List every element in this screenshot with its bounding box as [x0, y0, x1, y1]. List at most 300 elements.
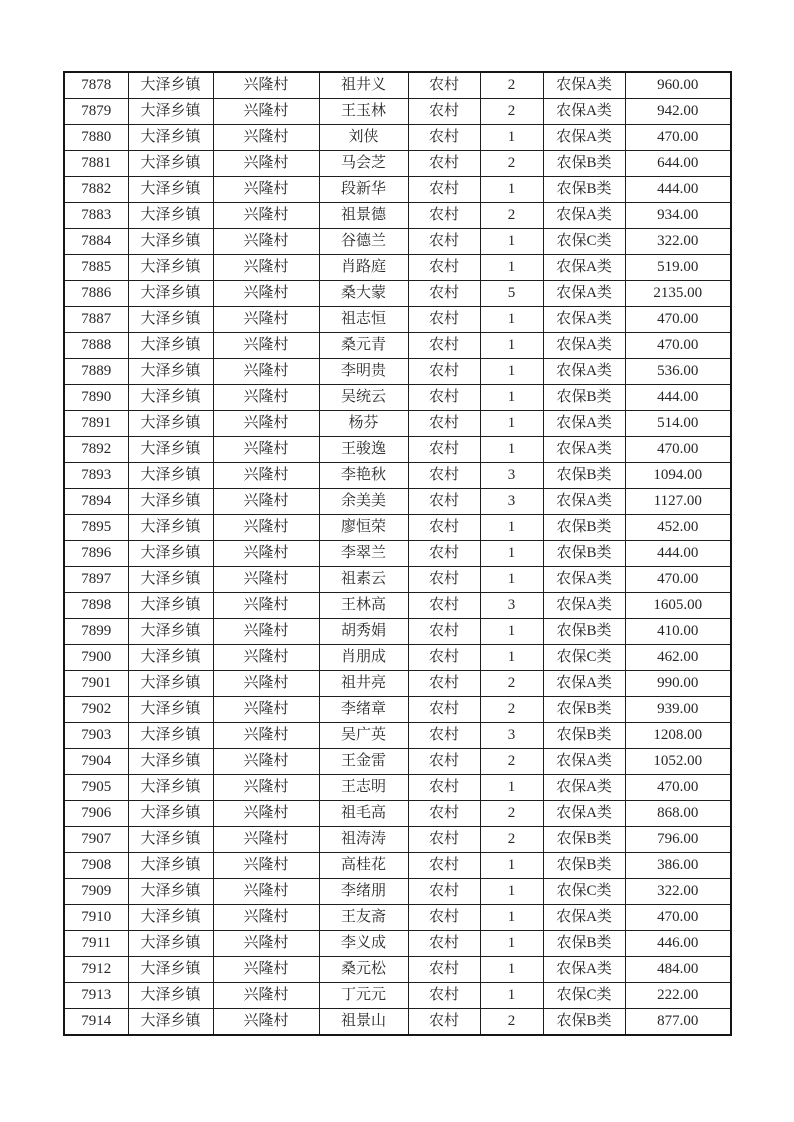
name-cell: 李义成	[319, 931, 408, 957]
name-cell: 祖景德	[319, 203, 408, 229]
amount-cell: 536.00	[625, 359, 731, 385]
insurance-class-cell: 农保A类	[543, 905, 625, 931]
amount-cell: 470.00	[625, 775, 731, 801]
serial-cell: 7912	[64, 957, 128, 983]
residence-cell: 农村	[408, 593, 480, 619]
serial-cell: 7895	[64, 515, 128, 541]
township-cell: 大泽乡镇	[128, 957, 213, 983]
table-row	[64, 463, 731, 489]
residence-cell: 农村	[408, 957, 480, 983]
table-row	[64, 125, 731, 151]
serial-cell: 7897	[64, 567, 128, 593]
serial-cell: 7889	[64, 359, 128, 385]
insurance-class-cell: 农保B类	[543, 151, 625, 177]
person-count-cell: 2	[480, 99, 543, 125]
village-cell: 兴隆村	[213, 827, 319, 853]
village-cell: 兴隆村	[213, 151, 319, 177]
township-cell: 大泽乡镇	[128, 697, 213, 723]
township-cell: 大泽乡镇	[128, 307, 213, 333]
name-cell: 胡秀娟	[319, 619, 408, 645]
person-count-cell: 1	[480, 645, 543, 671]
table-row	[64, 697, 731, 723]
village-cell: 兴隆村	[213, 489, 319, 515]
table-row	[64, 801, 731, 827]
name-cell: 桑元青	[319, 333, 408, 359]
name-cell: 肖朋成	[319, 645, 408, 671]
table-row	[64, 593, 731, 619]
insurance-class-cell: 农保A类	[543, 72, 625, 99]
table-row	[64, 983, 731, 1009]
serial-cell: 7881	[64, 151, 128, 177]
amount-cell: 942.00	[625, 99, 731, 125]
residence-cell: 农村	[408, 281, 480, 307]
insurance-class-cell: 农保A类	[543, 255, 625, 281]
township-cell: 大泽乡镇	[128, 645, 213, 671]
amount-cell: 446.00	[625, 931, 731, 957]
person-count-cell: 1	[480, 125, 543, 151]
person-count-cell: 2	[480, 203, 543, 229]
serial-cell: 7910	[64, 905, 128, 931]
name-cell: 高桂花	[319, 853, 408, 879]
amount-cell: 452.00	[625, 515, 731, 541]
person-count-cell: 2	[480, 72, 543, 99]
village-cell: 兴隆村	[213, 541, 319, 567]
insurance-class-cell: 农保A类	[543, 203, 625, 229]
person-count-cell: 1	[480, 619, 543, 645]
residence-cell: 农村	[408, 723, 480, 749]
township-cell: 大泽乡镇	[128, 593, 213, 619]
name-cell: 谷德兰	[319, 229, 408, 255]
table-row	[64, 827, 731, 853]
person-count-cell: 1	[480, 905, 543, 931]
person-count-cell: 3	[480, 489, 543, 515]
name-cell: 余美美	[319, 489, 408, 515]
village-cell: 兴隆村	[213, 411, 319, 437]
name-cell: 王林高	[319, 593, 408, 619]
insurance-class-cell: 农保C类	[543, 645, 625, 671]
township-cell: 大泽乡镇	[128, 749, 213, 775]
person-count-cell: 3	[480, 723, 543, 749]
person-count-cell: 1	[480, 359, 543, 385]
table-row	[64, 307, 731, 333]
person-count-cell: 1	[480, 567, 543, 593]
amount-cell: 934.00	[625, 203, 731, 229]
name-cell: 祖志恒	[319, 307, 408, 333]
township-cell: 大泽乡镇	[128, 1009, 213, 1036]
name-cell: 段新华	[319, 177, 408, 203]
residence-cell: 农村	[408, 853, 480, 879]
table-row	[64, 619, 731, 645]
person-count-cell: 2	[480, 1009, 543, 1036]
village-cell: 兴隆村	[213, 957, 319, 983]
table-row	[64, 72, 731, 99]
village-cell: 兴隆村	[213, 99, 319, 125]
village-cell: 兴隆村	[213, 125, 319, 151]
insurance-class-cell: 农保A类	[543, 567, 625, 593]
serial-cell: 7914	[64, 1009, 128, 1036]
residence-cell: 农村	[408, 203, 480, 229]
residence-cell: 农村	[408, 1009, 480, 1036]
village-cell: 兴隆村	[213, 203, 319, 229]
table-row	[64, 671, 731, 697]
residence-cell: 农村	[408, 489, 480, 515]
residence-cell: 农村	[408, 749, 480, 775]
person-count-cell: 1	[480, 541, 543, 567]
insurance-class-cell: 农保A类	[543, 671, 625, 697]
table-row	[64, 359, 731, 385]
table-row	[64, 905, 731, 931]
serial-cell: 7902	[64, 697, 128, 723]
village-cell: 兴隆村	[213, 333, 319, 359]
table-row	[64, 567, 731, 593]
table-row	[64, 853, 731, 879]
name-cell: 王玉林	[319, 99, 408, 125]
township-cell: 大泽乡镇	[128, 463, 213, 489]
township-cell: 大泽乡镇	[128, 99, 213, 125]
residence-cell: 农村	[408, 229, 480, 255]
table-row	[64, 281, 731, 307]
residence-cell: 农村	[408, 411, 480, 437]
village-cell: 兴隆村	[213, 697, 319, 723]
amount-cell: 484.00	[625, 957, 731, 983]
person-count-cell: 1	[480, 853, 543, 879]
insurance-class-cell: 农保B类	[543, 515, 625, 541]
insurance-class-cell: 农保A类	[543, 957, 625, 983]
amount-cell: 1605.00	[625, 593, 731, 619]
residence-cell: 农村	[408, 177, 480, 203]
table-row	[64, 333, 731, 359]
table-row	[64, 385, 731, 411]
township-cell: 大泽乡镇	[128, 437, 213, 463]
person-count-cell: 1	[480, 255, 543, 281]
serial-cell: 7888	[64, 333, 128, 359]
residence-cell: 农村	[408, 385, 480, 411]
serial-cell: 7909	[64, 879, 128, 905]
serial-cell: 7892	[64, 437, 128, 463]
township-cell: 大泽乡镇	[128, 151, 213, 177]
amount-cell: 939.00	[625, 697, 731, 723]
name-cell: 李绪朋	[319, 879, 408, 905]
amount-cell: 322.00	[625, 229, 731, 255]
name-cell: 李明贵	[319, 359, 408, 385]
insurance-class-cell: 农保A类	[543, 411, 625, 437]
serial-cell: 7883	[64, 203, 128, 229]
person-count-cell: 2	[480, 801, 543, 827]
insurance-class-cell: 农保A类	[543, 593, 625, 619]
village-cell: 兴隆村	[213, 281, 319, 307]
serial-cell: 7891	[64, 411, 128, 437]
residence-cell: 农村	[408, 879, 480, 905]
amount-cell: 990.00	[625, 671, 731, 697]
amount-cell: 1127.00	[625, 489, 731, 515]
village-cell: 兴隆村	[213, 463, 319, 489]
amount-cell: 514.00	[625, 411, 731, 437]
name-cell: 祖毛高	[319, 801, 408, 827]
name-cell: 肖路庭	[319, 255, 408, 281]
serial-cell: 7903	[64, 723, 128, 749]
residence-cell: 农村	[408, 151, 480, 177]
village-cell: 兴隆村	[213, 905, 319, 931]
person-count-cell: 5	[480, 281, 543, 307]
township-cell: 大泽乡镇	[128, 203, 213, 229]
village-cell: 兴隆村	[213, 723, 319, 749]
serial-cell: 7898	[64, 593, 128, 619]
table-row	[64, 749, 731, 775]
township-cell: 大泽乡镇	[128, 801, 213, 827]
person-count-cell: 1	[480, 177, 543, 203]
insurance-class-cell: 农保A类	[543, 281, 625, 307]
person-count-cell: 1	[480, 957, 543, 983]
insurance-class-cell: 农保B类	[543, 697, 625, 723]
serial-cell: 7878	[64, 72, 128, 99]
village-cell: 兴隆村	[213, 645, 319, 671]
amount-cell: 444.00	[625, 177, 731, 203]
residence-cell: 农村	[408, 541, 480, 567]
serial-cell: 7887	[64, 307, 128, 333]
amount-cell: 796.00	[625, 827, 731, 853]
serial-cell: 7908	[64, 853, 128, 879]
table-row	[64, 255, 731, 281]
village-cell: 兴隆村	[213, 515, 319, 541]
village-cell: 兴隆村	[213, 437, 319, 463]
name-cell: 李翠兰	[319, 541, 408, 567]
insurance-class-cell: 农保A类	[543, 749, 625, 775]
residence-cell: 农村	[408, 463, 480, 489]
residence-cell: 农村	[408, 72, 480, 99]
township-cell: 大泽乡镇	[128, 723, 213, 749]
serial-cell: 7904	[64, 749, 128, 775]
amount-cell: 470.00	[625, 307, 731, 333]
amount-cell: 868.00	[625, 801, 731, 827]
amount-cell: 462.00	[625, 645, 731, 671]
person-count-cell: 2	[480, 697, 543, 723]
serial-cell: 7893	[64, 463, 128, 489]
serial-cell: 7901	[64, 671, 128, 697]
person-count-cell: 1	[480, 931, 543, 957]
name-cell: 廖恒荣	[319, 515, 408, 541]
amount-cell: 1208.00	[625, 723, 731, 749]
serial-cell: 7905	[64, 775, 128, 801]
serial-cell: 7913	[64, 983, 128, 1009]
person-count-cell: 1	[480, 983, 543, 1009]
village-cell: 兴隆村	[213, 385, 319, 411]
residence-cell: 农村	[408, 99, 480, 125]
insurance-class-cell: 农保A类	[543, 801, 625, 827]
insurance-class-cell: 农保B类	[543, 931, 625, 957]
township-cell: 大泽乡镇	[128, 879, 213, 905]
table-row	[64, 879, 731, 905]
village-cell: 兴隆村	[213, 671, 319, 697]
village-cell: 兴隆村	[213, 593, 319, 619]
name-cell: 丁元元	[319, 983, 408, 1009]
serial-cell: 7894	[64, 489, 128, 515]
residence-cell: 农村	[408, 359, 480, 385]
amount-cell: 877.00	[625, 1009, 731, 1036]
insurance-class-cell: 农保A类	[543, 307, 625, 333]
name-cell: 吴统云	[319, 385, 408, 411]
residence-cell: 农村	[408, 983, 480, 1009]
township-cell: 大泽乡镇	[128, 775, 213, 801]
serial-cell: 7886	[64, 281, 128, 307]
serial-cell: 7899	[64, 619, 128, 645]
person-count-cell: 3	[480, 593, 543, 619]
amount-cell: 519.00	[625, 255, 731, 281]
amount-cell: 410.00	[625, 619, 731, 645]
insurance-class-cell: 农保B类	[543, 827, 625, 853]
insurance-class-cell: 农保A类	[543, 489, 625, 515]
amount-cell: 1094.00	[625, 463, 731, 489]
person-count-cell: 2	[480, 151, 543, 177]
insurance-class-cell: 农保A类	[543, 437, 625, 463]
township-cell: 大泽乡镇	[128, 905, 213, 931]
residence-cell: 农村	[408, 827, 480, 853]
residence-cell: 农村	[408, 125, 480, 151]
township-cell: 大泽乡镇	[128, 853, 213, 879]
serial-cell: 7906	[64, 801, 128, 827]
village-cell: 兴隆村	[213, 1009, 319, 1036]
residence-cell: 农村	[408, 645, 480, 671]
person-count-cell: 1	[480, 411, 543, 437]
amount-cell: 322.00	[625, 879, 731, 905]
person-count-cell: 3	[480, 463, 543, 489]
name-cell: 王金雷	[319, 749, 408, 775]
name-cell: 祖涛涛	[319, 827, 408, 853]
table-row	[64, 489, 731, 515]
name-cell: 马会芝	[319, 151, 408, 177]
township-cell: 大泽乡镇	[128, 567, 213, 593]
township-cell: 大泽乡镇	[128, 359, 213, 385]
amount-cell: 222.00	[625, 983, 731, 1009]
name-cell: 李艳秋	[319, 463, 408, 489]
village-cell: 兴隆村	[213, 931, 319, 957]
village-cell: 兴隆村	[213, 775, 319, 801]
insurance-class-cell: 农保A类	[543, 99, 625, 125]
person-count-cell: 1	[480, 775, 543, 801]
table-row	[64, 229, 731, 255]
residence-cell: 农村	[408, 307, 480, 333]
village-cell: 兴隆村	[213, 72, 319, 99]
name-cell: 桑元松	[319, 957, 408, 983]
name-cell: 杨芬	[319, 411, 408, 437]
roster-table-body	[64, 72, 731, 1035]
insurance-class-cell: 农保B类	[543, 1009, 625, 1036]
serial-cell: 7907	[64, 827, 128, 853]
residence-cell: 农村	[408, 697, 480, 723]
name-cell: 祖素云	[319, 567, 408, 593]
name-cell: 祖景山	[319, 1009, 408, 1036]
insurance-class-cell: 农保B类	[543, 853, 625, 879]
residence-cell: 农村	[408, 931, 480, 957]
township-cell: 大泽乡镇	[128, 125, 213, 151]
person-count-cell: 1	[480, 437, 543, 463]
residence-cell: 农村	[408, 619, 480, 645]
residence-cell: 农村	[408, 333, 480, 359]
person-count-cell: 2	[480, 827, 543, 853]
amount-cell: 1052.00	[625, 749, 731, 775]
person-count-cell: 1	[480, 333, 543, 359]
residence-cell: 农村	[408, 567, 480, 593]
table-row	[64, 931, 731, 957]
township-cell: 大泽乡镇	[128, 983, 213, 1009]
person-count-cell: 2	[480, 671, 543, 697]
table-row	[64, 957, 731, 983]
insurance-class-cell: 农保C类	[543, 229, 625, 255]
table-row	[64, 177, 731, 203]
township-cell: 大泽乡镇	[128, 255, 213, 281]
residence-cell: 农村	[408, 515, 480, 541]
name-cell: 祖井亮	[319, 671, 408, 697]
table-row	[64, 1009, 731, 1036]
township-cell: 大泽乡镇	[128, 671, 213, 697]
village-cell: 兴隆村	[213, 879, 319, 905]
name-cell: 王骏逸	[319, 437, 408, 463]
person-count-cell: 1	[480, 879, 543, 905]
village-cell: 兴隆村	[213, 983, 319, 1009]
amount-cell: 644.00	[625, 151, 731, 177]
serial-cell: 7900	[64, 645, 128, 671]
insurance-class-cell: 农保B类	[543, 177, 625, 203]
amount-cell: 444.00	[625, 385, 731, 411]
serial-cell: 7882	[64, 177, 128, 203]
serial-cell: 7896	[64, 541, 128, 567]
amount-cell: 2135.00	[625, 281, 731, 307]
village-cell: 兴隆村	[213, 801, 319, 827]
township-cell: 大泽乡镇	[128, 619, 213, 645]
insurance-class-cell: 农保C类	[543, 983, 625, 1009]
township-cell: 大泽乡镇	[128, 72, 213, 99]
name-cell: 桑大蒙	[319, 281, 408, 307]
amount-cell: 444.00	[625, 541, 731, 567]
insurance-class-cell: 农保A类	[543, 125, 625, 151]
township-cell: 大泽乡镇	[128, 489, 213, 515]
township-cell: 大泽乡镇	[128, 385, 213, 411]
residence-cell: 农村	[408, 437, 480, 463]
residence-cell: 农村	[408, 671, 480, 697]
insurance-class-cell: 农保A类	[543, 775, 625, 801]
village-cell: 兴隆村	[213, 229, 319, 255]
residence-cell: 农村	[408, 905, 480, 931]
name-cell: 刘侠	[319, 125, 408, 151]
township-cell: 大泽乡镇	[128, 827, 213, 853]
township-cell: 大泽乡镇	[128, 333, 213, 359]
insurance-class-cell: 农保B类	[543, 385, 625, 411]
township-cell: 大泽乡镇	[128, 229, 213, 255]
residence-cell: 农村	[408, 255, 480, 281]
table-row	[64, 541, 731, 567]
roster-table	[63, 71, 732, 1036]
serial-cell: 7890	[64, 385, 128, 411]
table-row	[64, 775, 731, 801]
village-cell: 兴隆村	[213, 567, 319, 593]
table-row	[64, 99, 731, 125]
table-row	[64, 411, 731, 437]
township-cell: 大泽乡镇	[128, 541, 213, 567]
serial-cell: 7879	[64, 99, 128, 125]
name-cell: 李绪章	[319, 697, 408, 723]
table-row	[64, 515, 731, 541]
village-cell: 兴隆村	[213, 853, 319, 879]
name-cell: 王友斋	[319, 905, 408, 931]
table-row	[64, 203, 731, 229]
insurance-class-cell: 农保A类	[543, 333, 625, 359]
person-count-cell: 2	[480, 749, 543, 775]
village-cell: 兴隆村	[213, 255, 319, 281]
amount-cell: 386.00	[625, 853, 731, 879]
table-row	[64, 723, 731, 749]
insurance-class-cell: 农保B类	[543, 723, 625, 749]
insurance-class-cell: 农保A类	[543, 359, 625, 385]
township-cell: 大泽乡镇	[128, 411, 213, 437]
